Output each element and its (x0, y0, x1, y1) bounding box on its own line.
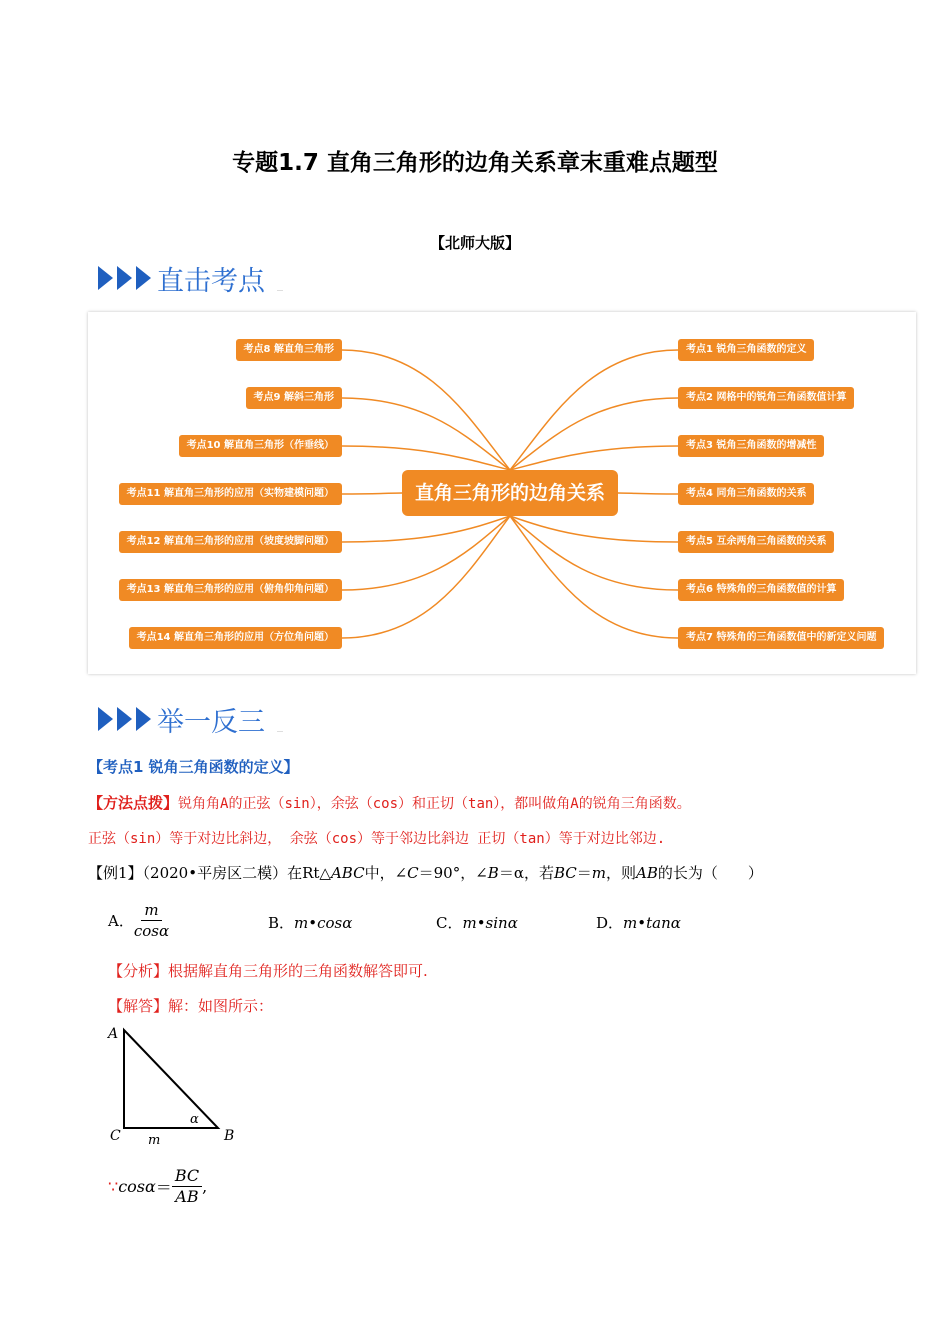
connector-right-4 (618, 493, 678, 494)
triple-arrow-icon (98, 707, 155, 731)
section-title: 直击考点 (157, 265, 265, 297)
fraction-denominator: AB (175, 1187, 199, 1206)
side-label-m: m (148, 1133, 161, 1148)
formula-equals: ＝ (155, 1178, 172, 1197)
mindmap-node-kaodian2: 考点2 网格中的锐角三角函数值计算 (678, 387, 854, 409)
connector-left-7 (342, 516, 510, 638)
section-title: 举一反三 (157, 706, 265, 738)
fraction-denominator: cosα (133, 922, 170, 940)
method-text-2: 正弦（sin）等于对边比斜边， 余弦（cos）等于邻边比斜边 正切（tan）等于对边比邻边. (88, 831, 666, 847)
question-text: ＝90°，∠ (418, 864, 488, 882)
example-source: （2020•平房区二模） (142, 864, 288, 882)
connector-left-2 (342, 398, 510, 470)
answer (108, 996, 950, 1016)
option-text: m•tanα (623, 914, 681, 932)
option-d (596, 912, 681, 933)
mindmap-node-kaodian8: 考点8 解直角三角形 (236, 339, 342, 361)
mindmap-center-node: 直角三角形的边角关系 (402, 470, 618, 516)
mindmap-node-kaodian11: 考点11 解直角三角形的应用（实物建模问题） (119, 483, 342, 505)
option-label: C． (436, 914, 463, 932)
vertex-label-b: B (224, 1128, 235, 1144)
vertex-label-a: A (108, 1026, 119, 1042)
answer-text: 解：如图所示： (168, 997, 274, 1015)
connector-right-7 (510, 516, 678, 638)
example-label: 【例1】 (88, 864, 143, 882)
right-triangle-figure (100, 1020, 250, 1150)
analysis-label: 【分析】 (108, 962, 169, 980)
question-text: ＝ (576, 864, 592, 882)
question-text: 的长为（ ） (657, 864, 763, 882)
question-text: 中，∠ (364, 864, 408, 882)
question-var: C (407, 864, 419, 882)
because-symbol: ∵ (108, 1177, 119, 1196)
question-text: 在Rt△ (287, 864, 331, 882)
formula-fraction (172, 1166, 202, 1207)
edition-label: 【北师大版】 (429, 234, 520, 252)
mindmap-node-kaodian4: 考点4 同角三角函数的关系 (678, 483, 814, 505)
analysis (108, 961, 950, 981)
connector-right-2 (510, 398, 678, 470)
cos-formula (108, 1166, 207, 1207)
fraction-numerator: BC (172, 1166, 202, 1187)
option-a-fraction (134, 900, 169, 941)
option-label: B． (268, 914, 295, 932)
option-label: D． (596, 914, 624, 932)
formula-lhs: cosα (118, 1177, 156, 1196)
vertex-label-c: C (110, 1128, 121, 1144)
option-b (268, 912, 352, 933)
analysis-text: 根据解直角三角形的三角函数解答即可. (168, 962, 428, 980)
watermark-mark: … (277, 285, 283, 293)
mindmap-node-kaodian13: 考点13 解直角三角形的应用（俯角仰角问题） (119, 579, 342, 601)
method-label: 【方法点拨】 (88, 794, 179, 812)
method-text: 锐角角A的正弦（sin），余弦（cos）和正切（tan），都叫做角A的锐角三角函数。 (178, 796, 691, 812)
method-tip (88, 793, 950, 814)
question-var: ABC (330, 864, 365, 882)
mindmap-node-kaodian10: 考点10 解直角三角形（作垂线） (179, 435, 342, 457)
mindmap-node-kaodian9: 考点9 解斜三角形 (246, 387, 342, 409)
mindmap-node-kaodian1: 考点1 锐角三角函数的定义 (678, 339, 814, 361)
section-header-examples (98, 699, 283, 739)
question-var: B (487, 864, 499, 882)
question-text: ＝α，若 (498, 864, 554, 882)
watermark-mark: … (277, 726, 283, 734)
question-var: BC (553, 864, 577, 882)
mindmap-node-kaodian14: 考点14 解直角三角形的应用（方位角问题） (129, 627, 342, 649)
connector-left-6 (342, 516, 510, 590)
question-var: m (591, 864, 606, 882)
connector-right-6 (510, 516, 678, 590)
mindmap-node-kaodian7: 考点7 特殊角的三角函数值中的新定义问题 (678, 627, 884, 649)
formula-tail: , (202, 1177, 208, 1196)
option-c (436, 912, 518, 933)
mindmap-node-kaodian3: 考点3 锐角三角函数的增减性 (678, 435, 824, 457)
question-text: ，则 (605, 864, 636, 882)
option-text: m•cosα (294, 914, 353, 932)
mindmap-node-kaodian5: 考点5 互余两角三角函数的关系 (678, 531, 834, 553)
page-title: 专题1.7 直角三角形的边角关系章末重难点题型 (232, 150, 718, 176)
mindmap-node-kaodian6: 考点6 特殊角的三角函数值的计算 (678, 579, 844, 601)
answer-label: 【解答】 (108, 997, 169, 1015)
kaodian1-heading: 【考点1 锐角三角函数的定义】 (88, 758, 299, 776)
connector-left-4 (342, 493, 402, 494)
option-label: A． (108, 912, 134, 930)
mindmap-node-kaodian12: 考点12 解直角三角形的应用（坡度坡脚问题） (119, 531, 342, 553)
angle-label-alpha: α (190, 1112, 199, 1127)
option-text: m•sinα (462, 914, 518, 932)
option-a (108, 900, 169, 941)
question-var: AB (636, 864, 658, 882)
fraction-numerator: m (141, 900, 161, 921)
example1-question (88, 863, 950, 883)
